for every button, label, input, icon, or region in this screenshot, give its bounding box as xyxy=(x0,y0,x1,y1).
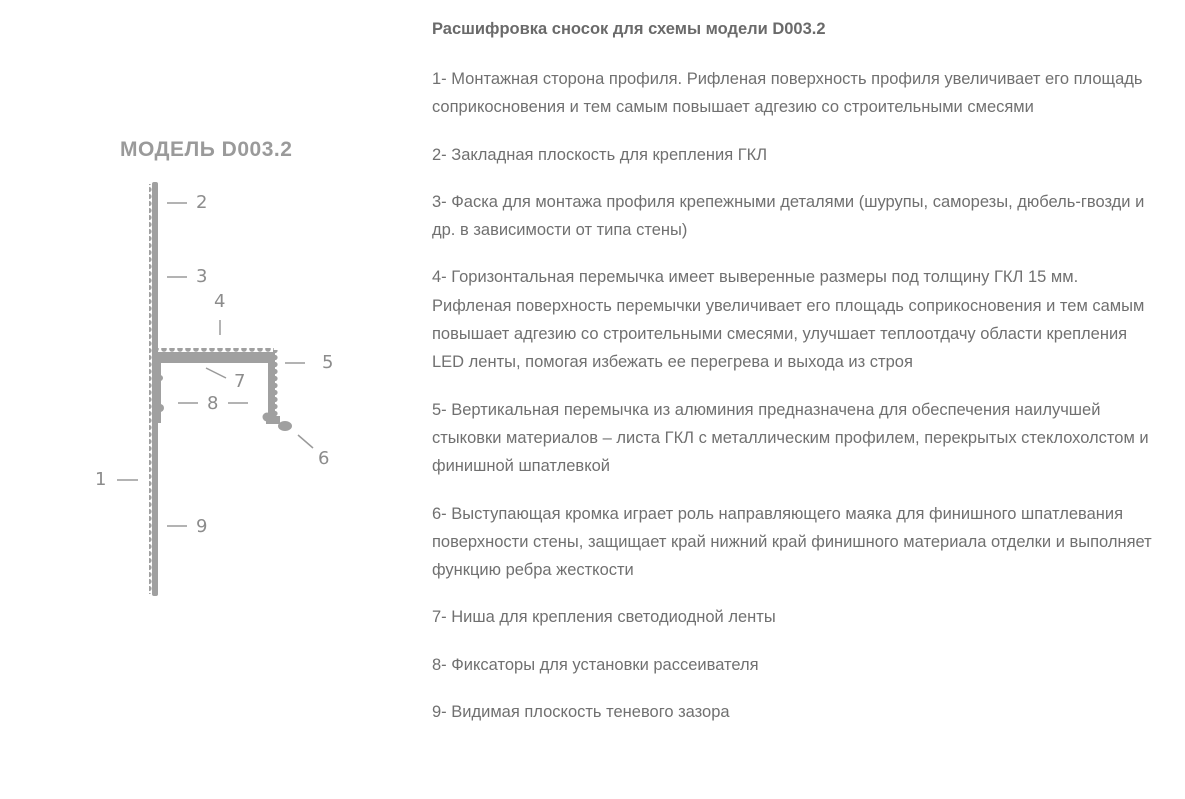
callout-4: 4 xyxy=(214,291,226,312)
legend-item-1: 1- Монтажная сторона профиля. Рифленая поверхность профиля увеличивает его площадь соприкосновения и тем самым повышает адгезию со строительными смесями xyxy=(432,70,1143,117)
callout-8: 8 xyxy=(207,393,219,414)
callout-7: 7 xyxy=(234,371,246,392)
legend-title: Расшифровка сносок для схемы модели D003.2 xyxy=(432,20,826,38)
profile-cross-section-icon xyxy=(80,130,380,610)
legend-item-5: 5- Вертикальная перемычка из алюминия предназначена для обеспечения наилучшей стыковки материалов – листа ГКЛ с металлическим профилем, перекрытых стеклохолстом и финишной шпатлевкой xyxy=(432,400,1149,476)
profile-diagram xyxy=(80,130,380,610)
legend-item-7: 7- Ниша для крепления светодиодной ленты xyxy=(432,608,776,627)
diagram-title: МОДЕЛЬ D003.2 xyxy=(120,138,293,161)
legend-item-2: 2- Закладная плоскость для крепления ГКЛ xyxy=(432,145,768,164)
legend-item-8: 8- Фиксаторы для установки рассеивателя xyxy=(432,655,759,674)
callout-6: 6 xyxy=(318,448,330,469)
legend-item-4: 4- Горизонтальная перемычка имеет выверенные размеры под толщину ГКЛ 15 мм. Рифленая поверхность перемычки увеличивает его площадь соприкосновения и тем самым повышает адгезию со строительными смесями, улучшает теплоотдачу области крепления LED ленты, помогая избежать ее перегрева и выхода из строя xyxy=(432,268,1145,372)
callout-3: 3 xyxy=(196,266,208,287)
legend-panel xyxy=(432,18,1162,726)
legend-item-9: 9- Видимая плоскость теневого зазора xyxy=(432,703,730,722)
callout-1: 1 xyxy=(95,469,107,490)
legend-item-3: 3- Фаска для монтажа профиля крепежными деталями (шурупы, саморезы, дюбель-гвозди и др. в зависимости от типа стены) xyxy=(432,192,1145,240)
callout-5: 5 xyxy=(322,352,334,373)
callout-9: 9 xyxy=(196,516,208,537)
legend-item-6: 6- Выступающая кромка играет роль направляющего маяка для финишного шпатлевания поверхности стены, защищает край нижний край финишного материала отделки и выполняет функцию ребра жесткости xyxy=(432,504,1152,580)
callout-2: 2 xyxy=(196,192,208,213)
